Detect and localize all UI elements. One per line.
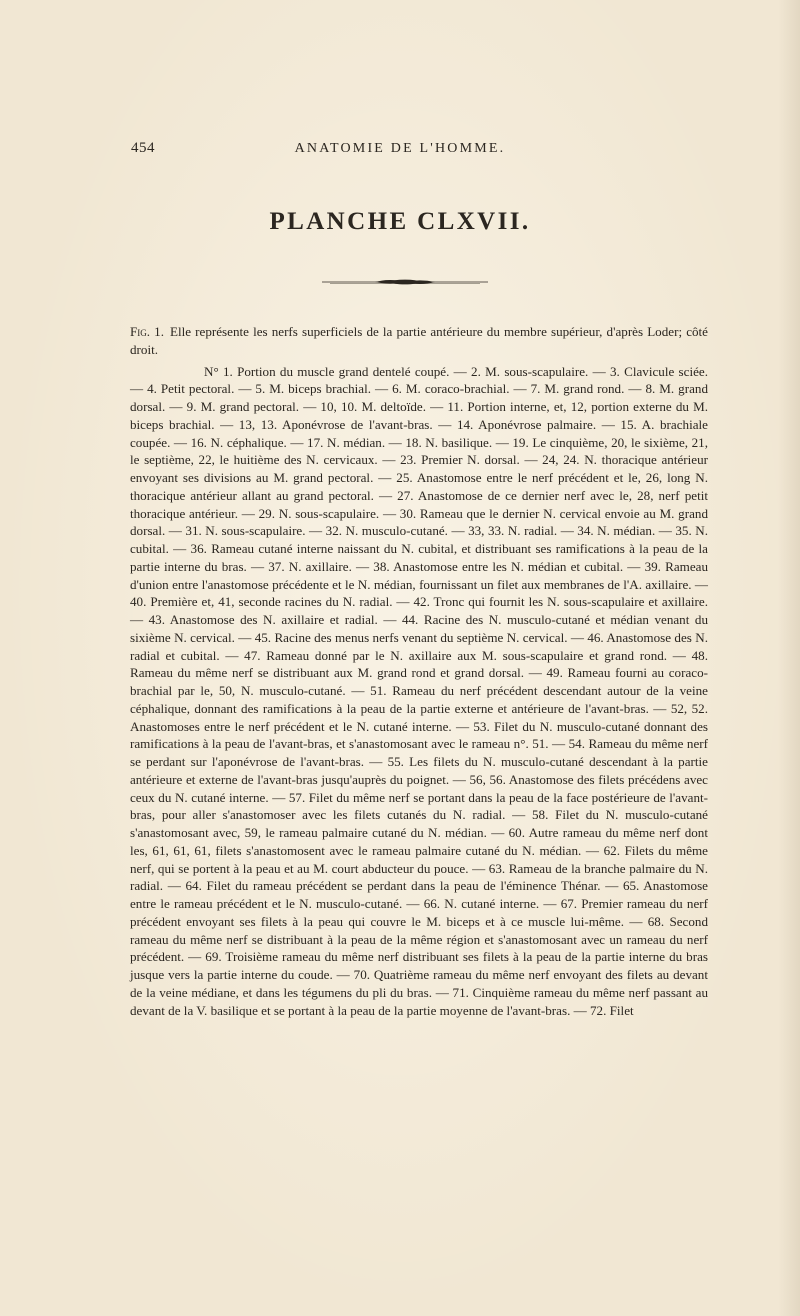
- figure-label: Fig. 1.: [130, 324, 164, 339]
- page-number: 454: [131, 140, 155, 156]
- figure-caption: [130, 323, 708, 359]
- running-title: ANATOMIE DE L'HOMME.: [294, 141, 506, 156]
- page-edge-shadow: [778, 0, 800, 1316]
- plate-title: PLANCHE CLXVII.: [269, 208, 531, 235]
- plate-legend: [130, 323, 708, 1019]
- figure-description: Elle représente les nerfs superficiels de la partie antérieure du membre supérieur, d'après Loder; côté droit.: [130, 324, 708, 357]
- ornamental-rule: [320, 277, 490, 287]
- running-head: [0, 140, 800, 164]
- legend-paragraph: N° 1. Portion du muscle grand dentelé coupé. — 2. M. sous-scapulaire. — 3. Clavicule sciée. — 4. Petit pectoral. — 5. M. biceps brachial. — 6. M. coraco-brachial. — 7. M. grand rond. — 8. M. grand dorsal. — 9. M. grand pectoral. — 10, 10. M. deltoïde. — 11. Portion interne, et, 12, portion externe du M. biceps brachial. — 13, 13. Aponévrose de l'avant-bras. — 14. Aponévrose palmaire. — 15. A. brachiale coupée. — 16. N. céphalique. — 17. N. médian. — 18. N. basilique. — 19. Le cinquième, 20, le sixième, 21, le septième, 22, le huitième des N. cervicaux. — 23. Premier N. dorsal. — 24, 24. N. thoracique antérieur envoyant ses divisions au M. grand pectoral. — 25. Anastomose entre le nerf précédent et le, 26, long N. thoracique antérieur allant au grand pectoral. — 27. Anastomose de ce dernier nerf avec le, 28, nerf petit thoracique antérieur. — 29. N. sous-scapulaire. — 30. Rameau que le dernier N. cervical envoie au M. grand dorsal. — 31. N. sous-scapulaire. — 32. N. musculo-cutané. — 33, 33. N. radial. — 34. N. médian. — 35. N. cubital. — 36. Rameau cutané interne naissant du N. cubital, et distribuant ses ramifications à la peau de la partie interne du bras. — 37. N. axillaire. — 38. Anastomose entre les N. médian et cubital. — 39. Rameau d'union entre l'anastomose précédente et le N. médian, fournissant un filet aux membranes de l'A. axillaire. — 40. Première et, 41, seconde racines du N. radial. — 42. Tronc qui fournit les N. sous-scapulaire et axillaire. — 43. Anastomose des N. axillaire et radial. — 44. Racine des N. musculo-cutané et médian venant du sixième N. cervical. — 45. Racine des menus nerfs venant du septième N. cervical. — 46. Anastomose des N. radial et cubital. — 47. Rameau donné par le N. axillaire aux M. sous-scapulaire et grand rond. — 48. Rameau du même nerf se distribuant aux M. grand rond et grand dorsal. — 49. Rameau fourni au coraco-brachial par le, 50, N. musculo-cutané. — 51. Rameau du nerf précédent descendant autour de la veine céphalique, donnant des ramifications à la peau de la partie externe et antérieure de l'avant-bras. — 52, 52. Anastomoses entre le nerf précédent et le N. cutané interne. — 53. Filet du N. musculo-cutané donnant des ramifications à la peau de l'avant-bras, et s'anastomosant avec le rameau n°. 51. — 54. Rameau du même nerf se perdant sur l'aponévrose de l'avant-bras. — 55. Les filets du N. musculo-cutané descendant à la partie antérieure et externe de l'avant-bras jusqu'auprès du poignet. — 56, 56. Anastomose des filets précédens avec ceux du N. cutané interne. — 57. Filet du même nerf se portant dans la peau de la face postérieure de l'avant-bras, pour aller s'anastomoser avec les filets cutanés du N. radial. — 58. Filet du N. musculo-cutané s'anastomosant avec, 59, le rameau palmaire cutané du N. médian. — 60. Autre rameau du même nerf dont les, 61, 61, 61, filets s'anastomosent avec le rameau palmaire cutané du N. médian. — 62. Filets du même nerf, qui se portent à la peau et au M. court abducteur du pouce. — 63. Rameau de la branche palmaire du N. radial. — 64. Filet du rameau précédent se perdant dans la peau de l'éminence Thénar. — 65. Anastomose entre le rameau précédent et le N. musculo-cutané. — 66. N. cutané interne. — 67. Premier rameau du nerf précédent envoyant ses filets à la peau qui couvre le M. biceps et à ce muscle lui-même. — 68. Second rameau du même nerf se distribuant à la peau de la même région et s'anastomosant avec un rameau du nerf précédent. — 69. Troisième rameau du même nerf distribuant ses filets à la peau de la partie interne du bras jusque vers la partie interne du coude. — 70. Quatrième rameau du même nerf envoyant des filets au devant de la veine médiane, et dans les tégumens du pli du bras. — 71. Cinquième rameau du même nerf passant au devant de la V. basilique et se portant à la peau de la partie moyenne de l'avant-bras. — 72. Filet: [130, 363, 708, 1018]
